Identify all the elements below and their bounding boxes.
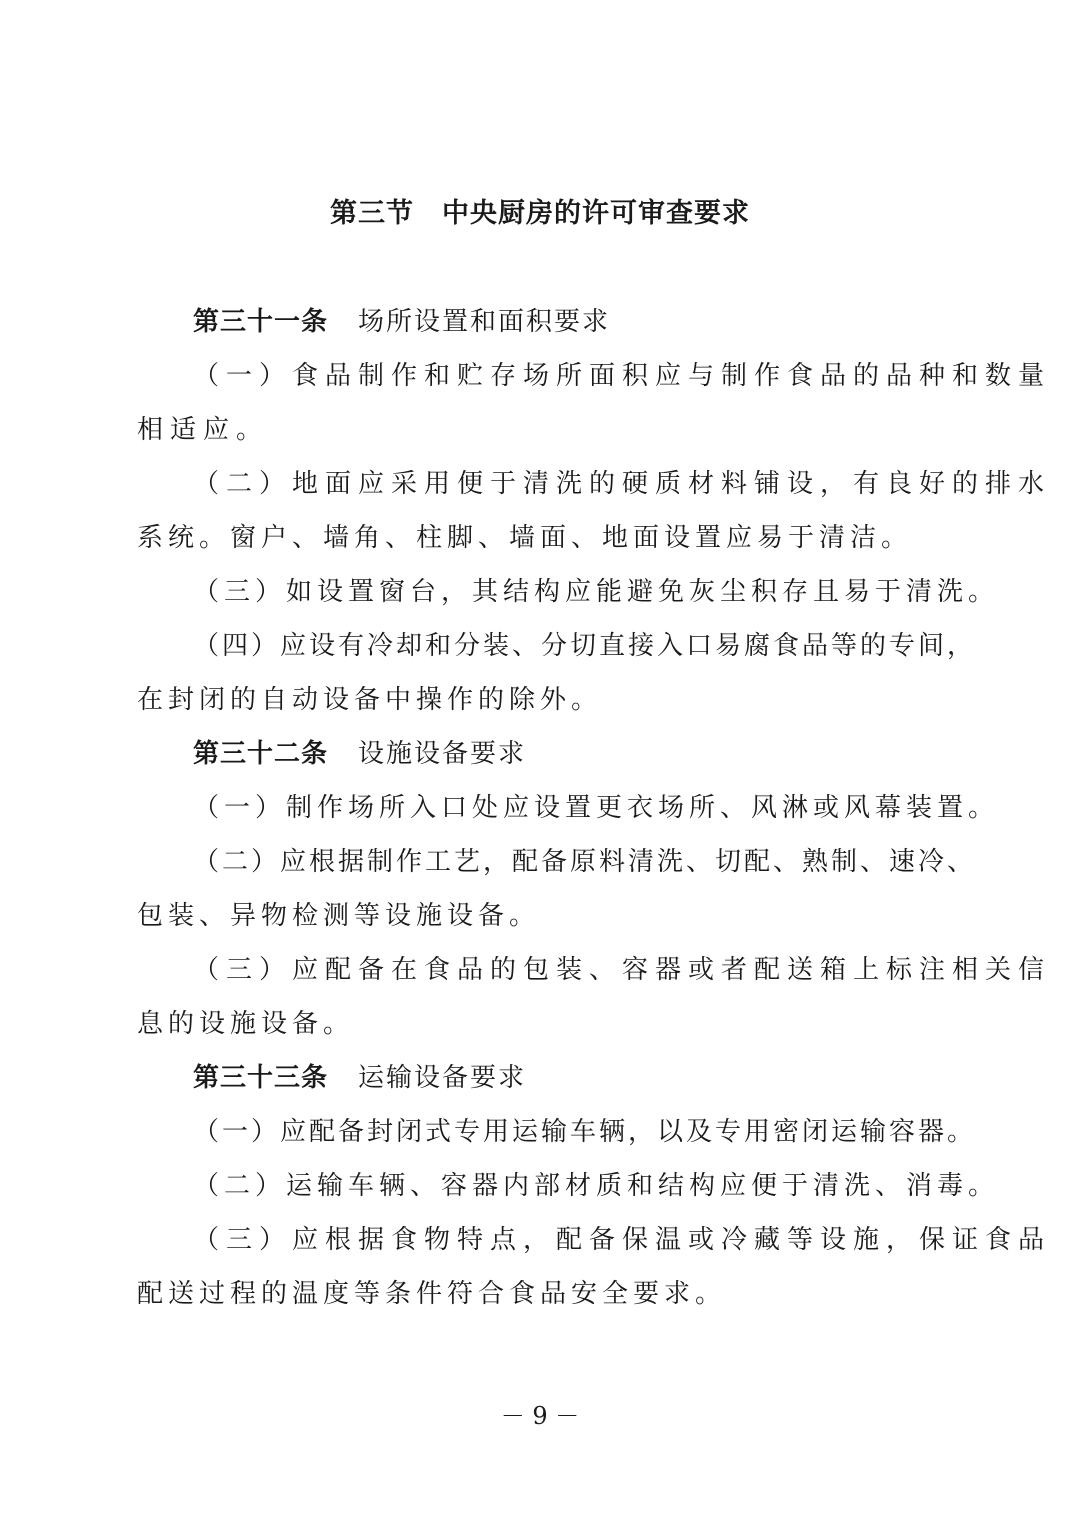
article-number: 第三十二条 — [193, 739, 329, 769]
article-heading — [137, 1051, 947, 1105]
paragraph-line: （三）如设置窗台，其结构应能避免灰尘积存且易于清洗。 — [193, 577, 1000, 607]
paragraph-line: （一）应配备封闭式专用运输车辆，以及专用密闭运输容器。 — [193, 1117, 977, 1147]
paragraph-line: （一）制作场所入口处应设置更衣场所、风淋或风幕装置。 — [193, 793, 1000, 823]
paragraph-line: 相适应。 — [137, 415, 270, 445]
paragraph-line: 系统。窗户、墙角、柱脚、墙面、地面设置应易于清洁。 — [137, 523, 913, 553]
article-number: 第三十三条 — [193, 1063, 329, 1093]
paragraph-line: 包装、异物检测等设施设备。 — [137, 901, 541, 931]
page-number: － 9 － — [500, 1402, 580, 1430]
paragraph-line: （二）运输车辆、容器内部材质和结构应便于清洗、消毒。 — [193, 1171, 1000, 1201]
article-subject: 设施设备要求 — [358, 739, 527, 769]
paragraph-line: 在封闭的自动设备中操作的除外。 — [137, 685, 603, 715]
paragraph-line: （一）食品制作和贮存场所面积应与制作食品的品种和数量 — [193, 361, 1052, 391]
document-body — [137, 295, 1052, 1321]
article-heading — [137, 727, 947, 781]
paragraph-line: （四）应设有冷却和分装、分切直接入口易腐食品等的专间， — [193, 631, 977, 661]
paragraph-line: （三）应根据食物特点，配备保温或冷藏等设施，保证食品 — [193, 1225, 1052, 1255]
paragraph-line: （二）地面应采用便于清洗的硬质材料铺设，有良好的排水 — [193, 469, 1052, 499]
paragraph-line: （三）应配备在食品的包装、容器或者配送箱上标注相关信 — [193, 955, 1052, 985]
section-title: 第三节 中央厨房的许可审查要求 — [330, 198, 750, 229]
article-subject: 运输设备要求 — [358, 1063, 527, 1093]
paragraph-line: （二）应根据制作工艺，配备原料清洗、切配、熟制、速冷、 — [193, 847, 977, 877]
article-heading — [137, 295, 947, 349]
article-subject: 场所设置和面积要求 — [358, 307, 611, 337]
paragraph-line: 配送过程的温度等条件符合食品安全要求。 — [137, 1279, 727, 1309]
paragraph-line: 息的设施设备。 — [137, 1009, 355, 1039]
article-number: 第三十一条 — [193, 307, 329, 337]
